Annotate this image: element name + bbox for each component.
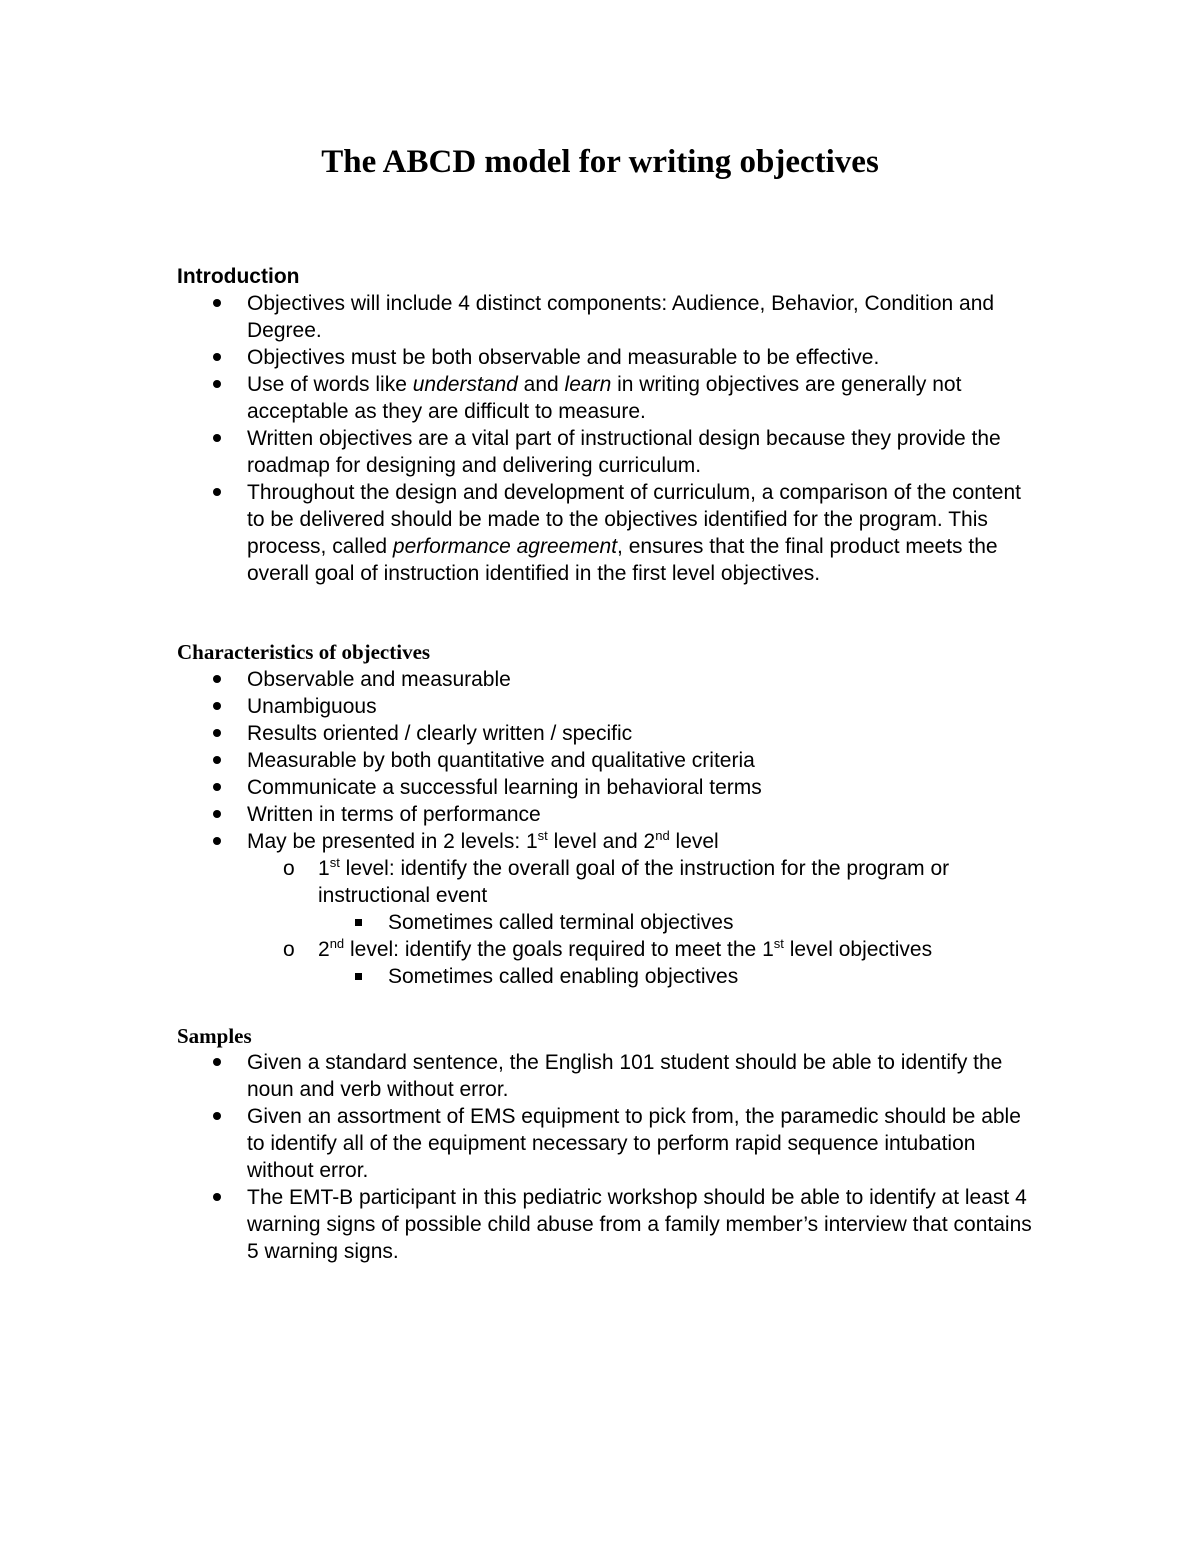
list-item [177, 1184, 1037, 1265]
bullet-icon [213, 299, 221, 307]
list-item-text-part: level: identify the overall goal of the instruction for the program or instructional event [318, 857, 950, 907]
list-item-text: Observable and measurable [247, 668, 511, 691]
sub-list-item [177, 855, 1037, 909]
sub-sub-list-item [177, 963, 1037, 990]
bullet-icon [213, 1112, 221, 1120]
bullet-icon [213, 783, 221, 791]
list-item-text-part: May be presented in 2 levels: 1 [247, 830, 538, 853]
list-item [177, 290, 1037, 344]
list-item-text-part: 2 [318, 938, 330, 961]
list-item-text-part: level objectives [783, 938, 933, 961]
square-bullet-icon [355, 919, 362, 926]
bullet-icon [213, 756, 221, 764]
superscript: st [773, 936, 784, 951]
list-item-text-part: level [669, 830, 719, 853]
square-bullet-icon [355, 973, 362, 980]
bullet-icon [213, 1193, 221, 1201]
list-item-text: Written in terms of performance [247, 803, 541, 826]
emphasized-term: performance agreement [392, 535, 618, 558]
samples-heading: Samples [177, 1024, 252, 1048]
list-item [177, 479, 1037, 587]
list-item [177, 747, 1037, 774]
list-item [177, 425, 1037, 479]
list-item-text-part: level: identify the goals required to meet the 1 [344, 938, 774, 961]
document-title: The ABCD model for writing objectives [321, 144, 879, 180]
bullet-icon [213, 1058, 221, 1066]
list-item-text: Written objectives are a vital part of instructional design because they provide the roadmap for designing and delivering curriculum. [247, 427, 1001, 477]
superscript: st [537, 828, 548, 843]
list-item [177, 666, 1037, 693]
list-item-text: Given an assortment of EMS equipment to pick from, the paramedic should be able to identify all of the equipment necessary to perform rapid sequence intubation without error. [247, 1105, 1021, 1182]
superscript: nd [329, 936, 345, 951]
characteristics-list [177, 666, 1037, 990]
hollow-circle-bullet-icon: o [283, 938, 295, 961]
list-item-text: Objectives will include 4 distinct components: Audience, Behavior, Condition and Degree. [247, 292, 995, 342]
list-item-text-part: Throughout the design and development of curriculum, a comparison of the content to be delivered should be made to the objectives identified for the program. This process, called [247, 481, 1021, 558]
list-item-text-part: Use of words like [247, 373, 413, 396]
bullet-icon [213, 380, 221, 388]
hollow-circle-bullet-icon: o [283, 857, 295, 880]
bullet-icon [213, 675, 221, 683]
list-item-text: Measurable by both quantitative and qualitative criteria [247, 749, 755, 772]
list-item [177, 720, 1037, 747]
samples-list [177, 1049, 1037, 1265]
emphasized-term: understand [412, 373, 518, 396]
list-item-text-part: 1 [318, 857, 330, 880]
list-item [177, 774, 1037, 801]
introduction-heading: Introduction [177, 265, 300, 288]
list-item-text: Objectives must be both observable and measurable to be effective. [247, 346, 880, 369]
list-item [177, 1049, 1037, 1103]
list-item [177, 344, 1037, 371]
bullet-icon [213, 837, 221, 845]
bullet-icon [213, 488, 221, 496]
bullet-icon [213, 810, 221, 818]
list-item-text: Given a standard sentence, the English 101 student should be able to identify the noun and verb without error. [247, 1051, 1003, 1101]
list-item [177, 828, 1037, 855]
bullet-icon [213, 729, 221, 737]
list-item-text: Results oriented / clearly written / specific [247, 722, 633, 745]
list-item-text-part: , ensures that the final product meets the overall goal of instruction identified in the first level objectives. [247, 535, 998, 585]
characteristics-heading: Characteristics of objectives [177, 640, 431, 664]
list-item-text-part: level and 2 [547, 830, 656, 853]
list-item [177, 371, 1037, 425]
sub-sub-list-item [177, 909, 1037, 936]
superscript: nd [655, 828, 670, 843]
emphasized-term: learn [564, 373, 612, 396]
list-item-text: Sometimes called terminal objectives [388, 911, 734, 934]
list-item-text: Sometimes called enabling objectives [388, 965, 739, 988]
list-item-text: Communicate a successful learning in behavioral terms [247, 776, 762, 799]
list-item-text: Unambiguous [247, 695, 377, 718]
list-item [177, 693, 1037, 720]
list-item-text-part: and [517, 373, 565, 396]
bullet-icon [213, 434, 221, 442]
list-item-text: The EMT-B participant in this pediatric workshop should be able to identify at least 4 warning signs of possible child abuse from a family member’s interview that contains 5 warning signs. [247, 1186, 1032, 1263]
list-item [177, 1103, 1037, 1184]
introduction-list [177, 290, 1037, 587]
superscript: st [329, 855, 340, 870]
bullet-icon [213, 702, 221, 710]
sub-list-item [177, 936, 1037, 963]
list-item-text-part: in writing objectives are generally not acceptable as they are difficult to measure. [247, 373, 962, 423]
bullet-icon [213, 353, 221, 361]
list-item [177, 801, 1037, 828]
